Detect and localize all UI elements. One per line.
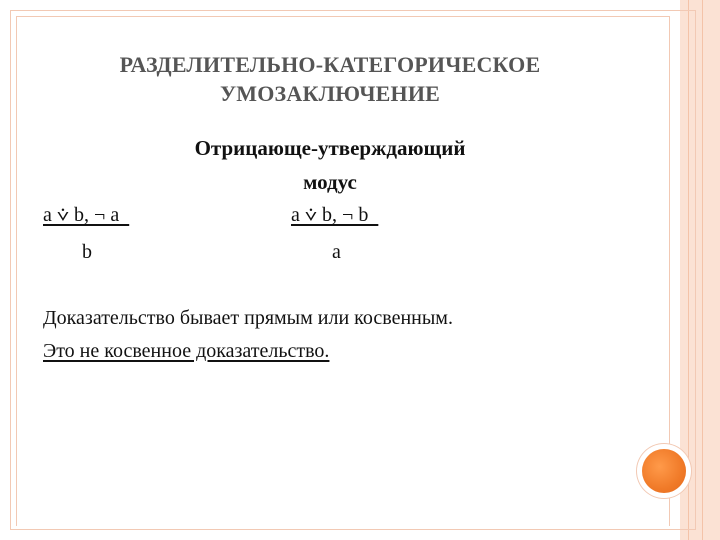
negation-text: Это не косвенное доказательство. [43,340,330,362]
right-formula-premise: a ⩒ b, ¬ b [291,204,379,226]
left-formula-conclusion: b [82,241,92,263]
subtitle-line-2: модус [303,170,357,194]
statement-text: Доказательство бывает прямым или косвенным. [43,307,453,329]
subtitle-line-1: Отрицающе-утверждающий [194,136,466,160]
right-formula-conclusion: a [332,241,341,263]
decorative-circle-icon [642,449,686,493]
title-line-2: УМОЗАКЛЮЧЕНИЕ [219,81,441,106]
slide-subtitle [40,131,620,199]
slide-title [40,50,620,108]
left-formula-premise: a ⩒ b, ¬ a [43,204,130,226]
title-line-1: РАЗДЕЛИТЕЛЬНО-КАТЕГОРИЧЕСКОЕ [119,52,541,77]
